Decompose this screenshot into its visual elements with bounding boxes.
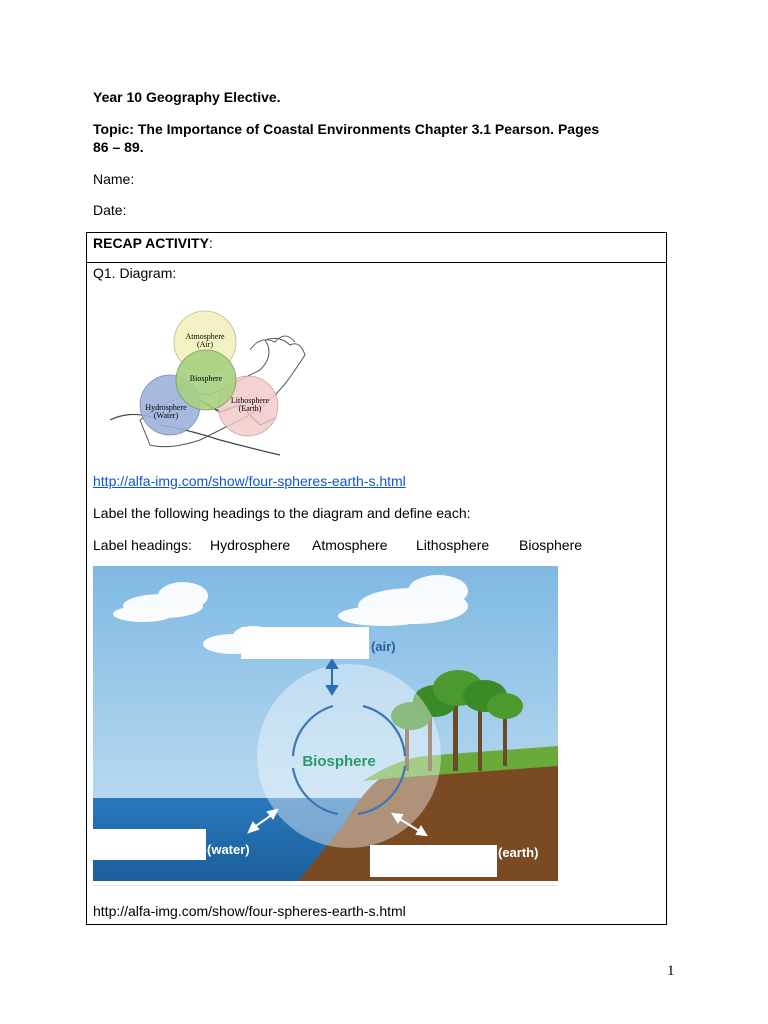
date-label: Date: [93,202,127,218]
image-divider [93,885,558,886]
water-label: (water) [207,842,250,857]
heading-atmosphere: Atmosphere [312,537,388,553]
topic-line-1: Topic: The Importance of Coastal Environments Chapter 3.1 Pearson. Pages [93,121,600,137]
lithosphere-answer-box[interactable] [370,845,497,877]
course-title: Year 10 Geography Elective. [93,89,281,105]
small-hydrosphere-label: Hydrosphere [145,403,187,412]
q1-label: Q1. Diagram: [93,265,177,281]
earth-label: (earth) [498,845,539,860]
atmosphere-answer-box[interactable] [241,627,369,659]
instruction-text: Label the following headings to the diagram and define each: [93,505,471,521]
four-spheres-small-diagram [100,300,310,460]
source-link-2: http://alfa-img.com/show/four-spheres-earth-s.html [93,903,406,919]
label-headings-prefix: Label headings: [93,537,192,553]
recap-heading [93,234,213,252]
small-biosphere-label: Biosphere [189,374,223,383]
small-lithosphere-sub: (Earth) [238,404,262,413]
biosphere-label: Biosphere [302,753,376,770]
heading-lithosphere: Lithosphere [416,537,490,553]
source-link-1[interactable]: http://alfa-img.com/show/four-spheres-earth-s.html [93,473,406,489]
small-atmosphere-sub: (Air) [197,340,213,349]
name-label: Name: [93,171,135,187]
recap-heading-colon: : [208,235,213,251]
topic-line-2: 86 – 89. [93,139,144,155]
table-row-divider [87,262,666,263]
air-label: (air) [371,639,396,654]
recap-heading-text: RECAP ACTIVITY [93,235,209,251]
heading-hydrosphere: Hydrosphere [210,537,291,553]
small-hydrosphere-sub: (Water) [153,411,179,420]
heading-biosphere: Biosphere [519,537,583,553]
small-lithosphere-label: Lithosphere [230,396,270,405]
hydrosphere-answer-box[interactable] [87,829,206,860]
page-number: 1 [667,963,675,979]
small-atmosphere-label: Atmosphere [185,332,225,341]
